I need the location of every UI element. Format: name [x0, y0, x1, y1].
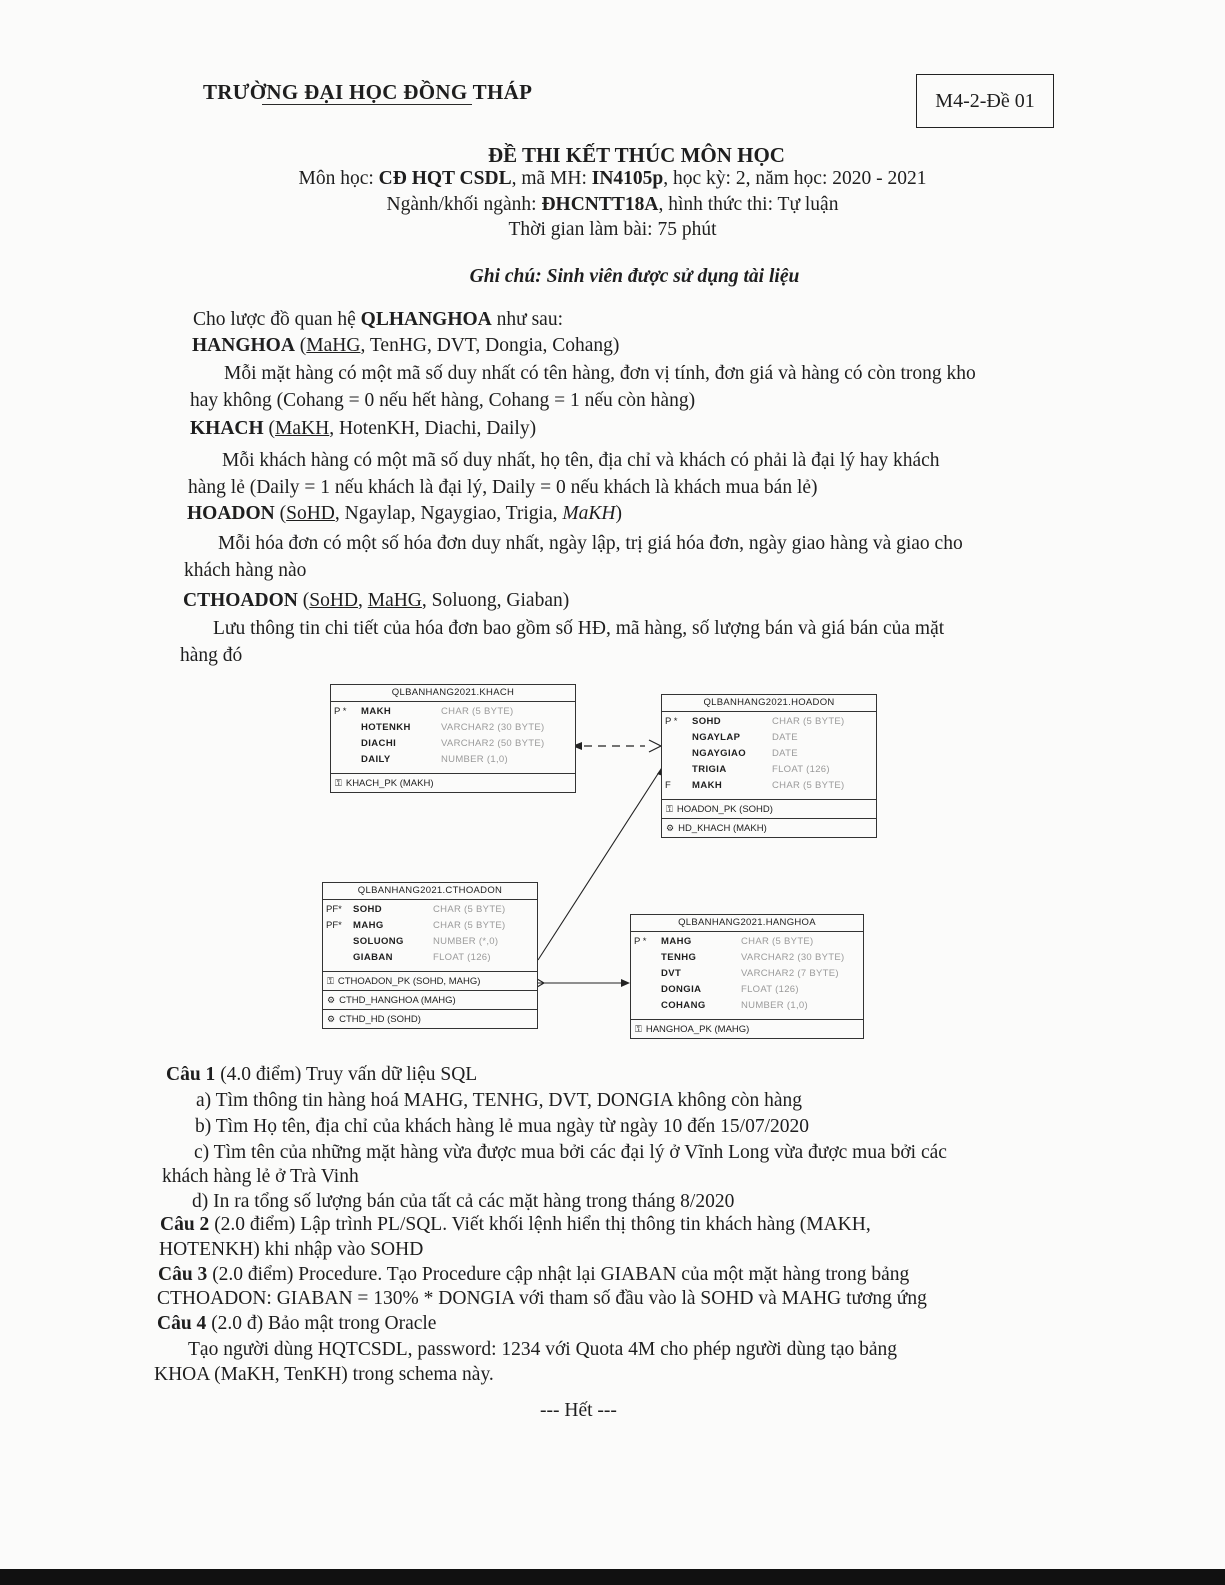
- index-row: ⚿ HANGHOA_PK (MAHG): [631, 1020, 863, 1038]
- column-row: TENHG VARCHAR2 (30 BYTE): [661, 952, 845, 963]
- column-row: DAILY NUMBER (1,0): [361, 754, 508, 765]
- column-row: TRIGIA FLOAT (126): [692, 764, 830, 775]
- index-row: ⚿ HOADON_PK (SOHD): [662, 800, 876, 819]
- foreign-key-icon: ⚙: [327, 1014, 336, 1024]
- question-3-line1: Câu 3 (2.0 điểm) Procedure. Tạo Procedure cập nhật lại GIABAN của một mặt hàng trong bảng: [158, 1264, 910, 1285]
- foreign-key-icon: ⚙: [327, 995, 336, 1005]
- key-icon: ⚿: [327, 976, 334, 986]
- hoadon-relation: HOADON (SoHD, Ngaylap, Ngaygiao, Trigia, MaKH): [187, 503, 622, 524]
- hoadon-desc-line2: khách hàng nào: [184, 560, 307, 581]
- question-4: Câu 4 (2.0 đ) Bảo mật trong Oracle: [157, 1313, 437, 1334]
- column-row: NGAYGIAO DATE: [692, 748, 798, 759]
- column-row: DVT VARCHAR2 (7 BYTE): [661, 968, 839, 979]
- column-list: [331, 702, 575, 774]
- subject-code: IN4105p: [591, 168, 664, 189]
- question-1a: a) Tìm thông tin hàng hoá MAHG, TENHG, DVT, DONGIA không còn hàng: [196, 1090, 803, 1111]
- school-name: TRƯỜNG ĐẠI HỌC ĐỒNG THÁP: [203, 80, 533, 104]
- question-1b: b) Tìm Họ tên, địa chỉ của khách hàng lẻ mua ngày từ ngày 10 đến 15/07/2020: [195, 1116, 810, 1137]
- column-row: GIABAN FLOAT (126): [353, 952, 491, 963]
- hoadon-crowfoot-bottom: [649, 746, 661, 752]
- time-line: Thời gian làm bài: 75 phút: [508, 219, 717, 240]
- major-line: Ngành/khối ngành: ĐHCNTT18A, hình thức thi: Tự luận: [386, 194, 839, 215]
- question-2-line2: HOTENKH) khi nhập vào SOHD: [159, 1239, 424, 1260]
- khach-desc-line2: hàng lẻ (Daily = 1 nếu khách là đại lý, Daily = 0 nếu khách là khách mua bán lẻ): [188, 477, 818, 498]
- exam-title: ĐỀ THI KẾT THÚC MÔN HỌC: [488, 143, 785, 167]
- key-icon: ⚿: [666, 804, 673, 814]
- foreign-key-icon: ⚙: [666, 823, 675, 833]
- column-row: P * SOHD CHAR (5 BYTE): [665, 716, 845, 727]
- column-list: [631, 932, 863, 1020]
- key-icon: ⚿: [635, 1024, 642, 1034]
- column-row: F MAKH CHAR (5 BYTE): [665, 780, 845, 791]
- column-row: COHANG NUMBER (1,0): [661, 1000, 808, 1011]
- hanghoa-desc-line2: hay không (Cohang = 0 nếu hết hàng, Cohang = 1 nếu còn hàng): [190, 390, 696, 411]
- exam-code-box: M4-2-Đề 01: [916, 74, 1054, 128]
- subject-line: Môn học: CĐ HQT CSDL, mã MH: IN4105p, học kỳ: 2, năm học: 2020 - 2021: [298, 168, 927, 189]
- key-icon: ⚿: [335, 778, 342, 788]
- table-hanghoa: [630, 914, 864, 1039]
- hoadon-crowfoot-top: [649, 740, 661, 746]
- exam-note: Ghi chú: Sinh viên được sử dụng tài liệu: [469, 266, 800, 287]
- question-1: Câu 1 (4.0 điểm) Truy vấn dữ liệu SQL: [166, 1064, 478, 1085]
- column-row: PF* MAHG CHAR (5 BYTE): [326, 920, 506, 931]
- scan-border: [0, 1569, 1225, 1585]
- hanghoa-relation: HANGHOA (MaHG, TenHG, DVT, Dongia, Cohang): [192, 335, 620, 356]
- column-row: DIACHI VARCHAR2 (50 BYTE): [361, 738, 545, 749]
- schema-intro: Cho lược đồ quan hệ QLHANGHOA như sau:: [193, 309, 563, 330]
- cthoadon-relation: CTHOADON (SoHD, MaHG, Soluong, Giaban): [183, 590, 570, 611]
- column-row: SOLUONG NUMBER (*,0): [353, 936, 499, 947]
- table-title: QLBANHANG2021.CTHOADON: [323, 883, 537, 900]
- column-row: DONGIA FLOAT (126): [661, 984, 799, 995]
- school-underline: [262, 104, 472, 105]
- column-list: [323, 900, 537, 972]
- index-row: ⚙ CTHD_HD (SOHD): [323, 1010, 537, 1028]
- index-row: ⚙ CTHD_HANGHOA (MAHG): [323, 991, 537, 1010]
- question-1d: d) In ra tổng số lượng bán của tất cả các mặt hàng trong tháng 8/2020: [192, 1191, 735, 1212]
- khach-relation: KHACH (MaKH, HotenKH, Diachi, Daily): [190, 418, 537, 439]
- column-list: [662, 712, 876, 800]
- question-1c-line2: khách hàng lẻ ở Trà Vinh: [162, 1166, 359, 1187]
- cthoadon-desc-line1: Lưu thông tin chi tiết của hóa đơn bao gồm số HĐ, mã hàng, số lượng bán và giá bán của mặt: [213, 618, 945, 639]
- question-1c-line1: c) Tìm tên của những mặt hàng vừa được mua bởi các đại lý ở Vĩnh Long vừa được mua bởi các: [194, 1142, 947, 1163]
- end-marker: --- Hết ---: [540, 1400, 617, 1421]
- question-3-line2: CTHOADON: GIABAN = 130% * DONGIA với tham số đầu vào là SOHD và MAHG tương ứng: [157, 1288, 927, 1309]
- hoadon-desc-line1: Mỗi hóa đơn có một số hóa đơn duy nhất, ngày lập, trị giá hóa đơn, ngày giao hàng và giao cho: [218, 533, 963, 554]
- hanghoa-arrowhead: [621, 979, 630, 987]
- table-title: QLBANHANG2021.KHACH: [331, 685, 575, 702]
- table-hoadon: [661, 694, 877, 838]
- question-4-body-line2: KHOA (MaKH, TenKH) trong schema này.: [154, 1364, 494, 1385]
- column-row: PF* SOHD CHAR (5 BYTE): [326, 904, 506, 915]
- table-title: QLBANHANG2021.HOADON: [662, 695, 876, 712]
- index-row: ⚙ HD_KHACH (MAKH): [662, 819, 876, 837]
- major-name: ĐHCNTT18A: [541, 194, 659, 215]
- table-khach: [330, 684, 576, 793]
- er-diagram: [300, 670, 900, 1060]
- question-4-body-line1: Tạo người dùng HQTCSDL, password: 1234 với Quota 4M cho phép người dùng tạo bảng: [188, 1339, 898, 1360]
- question-2-line1: Câu 2 (2.0 điểm) Lập trình PL/SQL. Viết khối lệnh hiển thị thông tin khách hàng (MAKH,: [160, 1214, 871, 1235]
- cthoadon-desc-line2: hàng đó: [180, 645, 243, 666]
- column-row: P * MAKH CHAR (5 BYTE): [334, 706, 514, 717]
- subject-name: CĐ HQT CSDL: [378, 168, 512, 189]
- hanghoa-desc-line1: Mỗi mặt hàng có một mã số duy nhất có tên hàng, đơn vị tính, đơn giá và hàng có còn trong kho: [224, 363, 976, 384]
- index-row: ⚿ KHACH_PK (MAKH): [331, 774, 575, 792]
- column-row: NGAYLAP DATE: [692, 732, 798, 743]
- column-row: P * MAHG CHAR (5 BYTE): [634, 936, 814, 947]
- column-row: HOTENKH VARCHAR2 (30 BYTE): [361, 722, 545, 733]
- table-cthoadon: [322, 882, 538, 1029]
- index-row: ⚿ CTHOADON_PK (SOHD, MAHG): [323, 972, 537, 991]
- table-title: QLBANHANG2021.HANGHOA: [631, 915, 863, 932]
- khach-desc-line1: Mỗi khách hàng có một mã số duy nhất, họ tên, địa chỉ và khách có phải là đại lý hay khách: [222, 450, 940, 471]
